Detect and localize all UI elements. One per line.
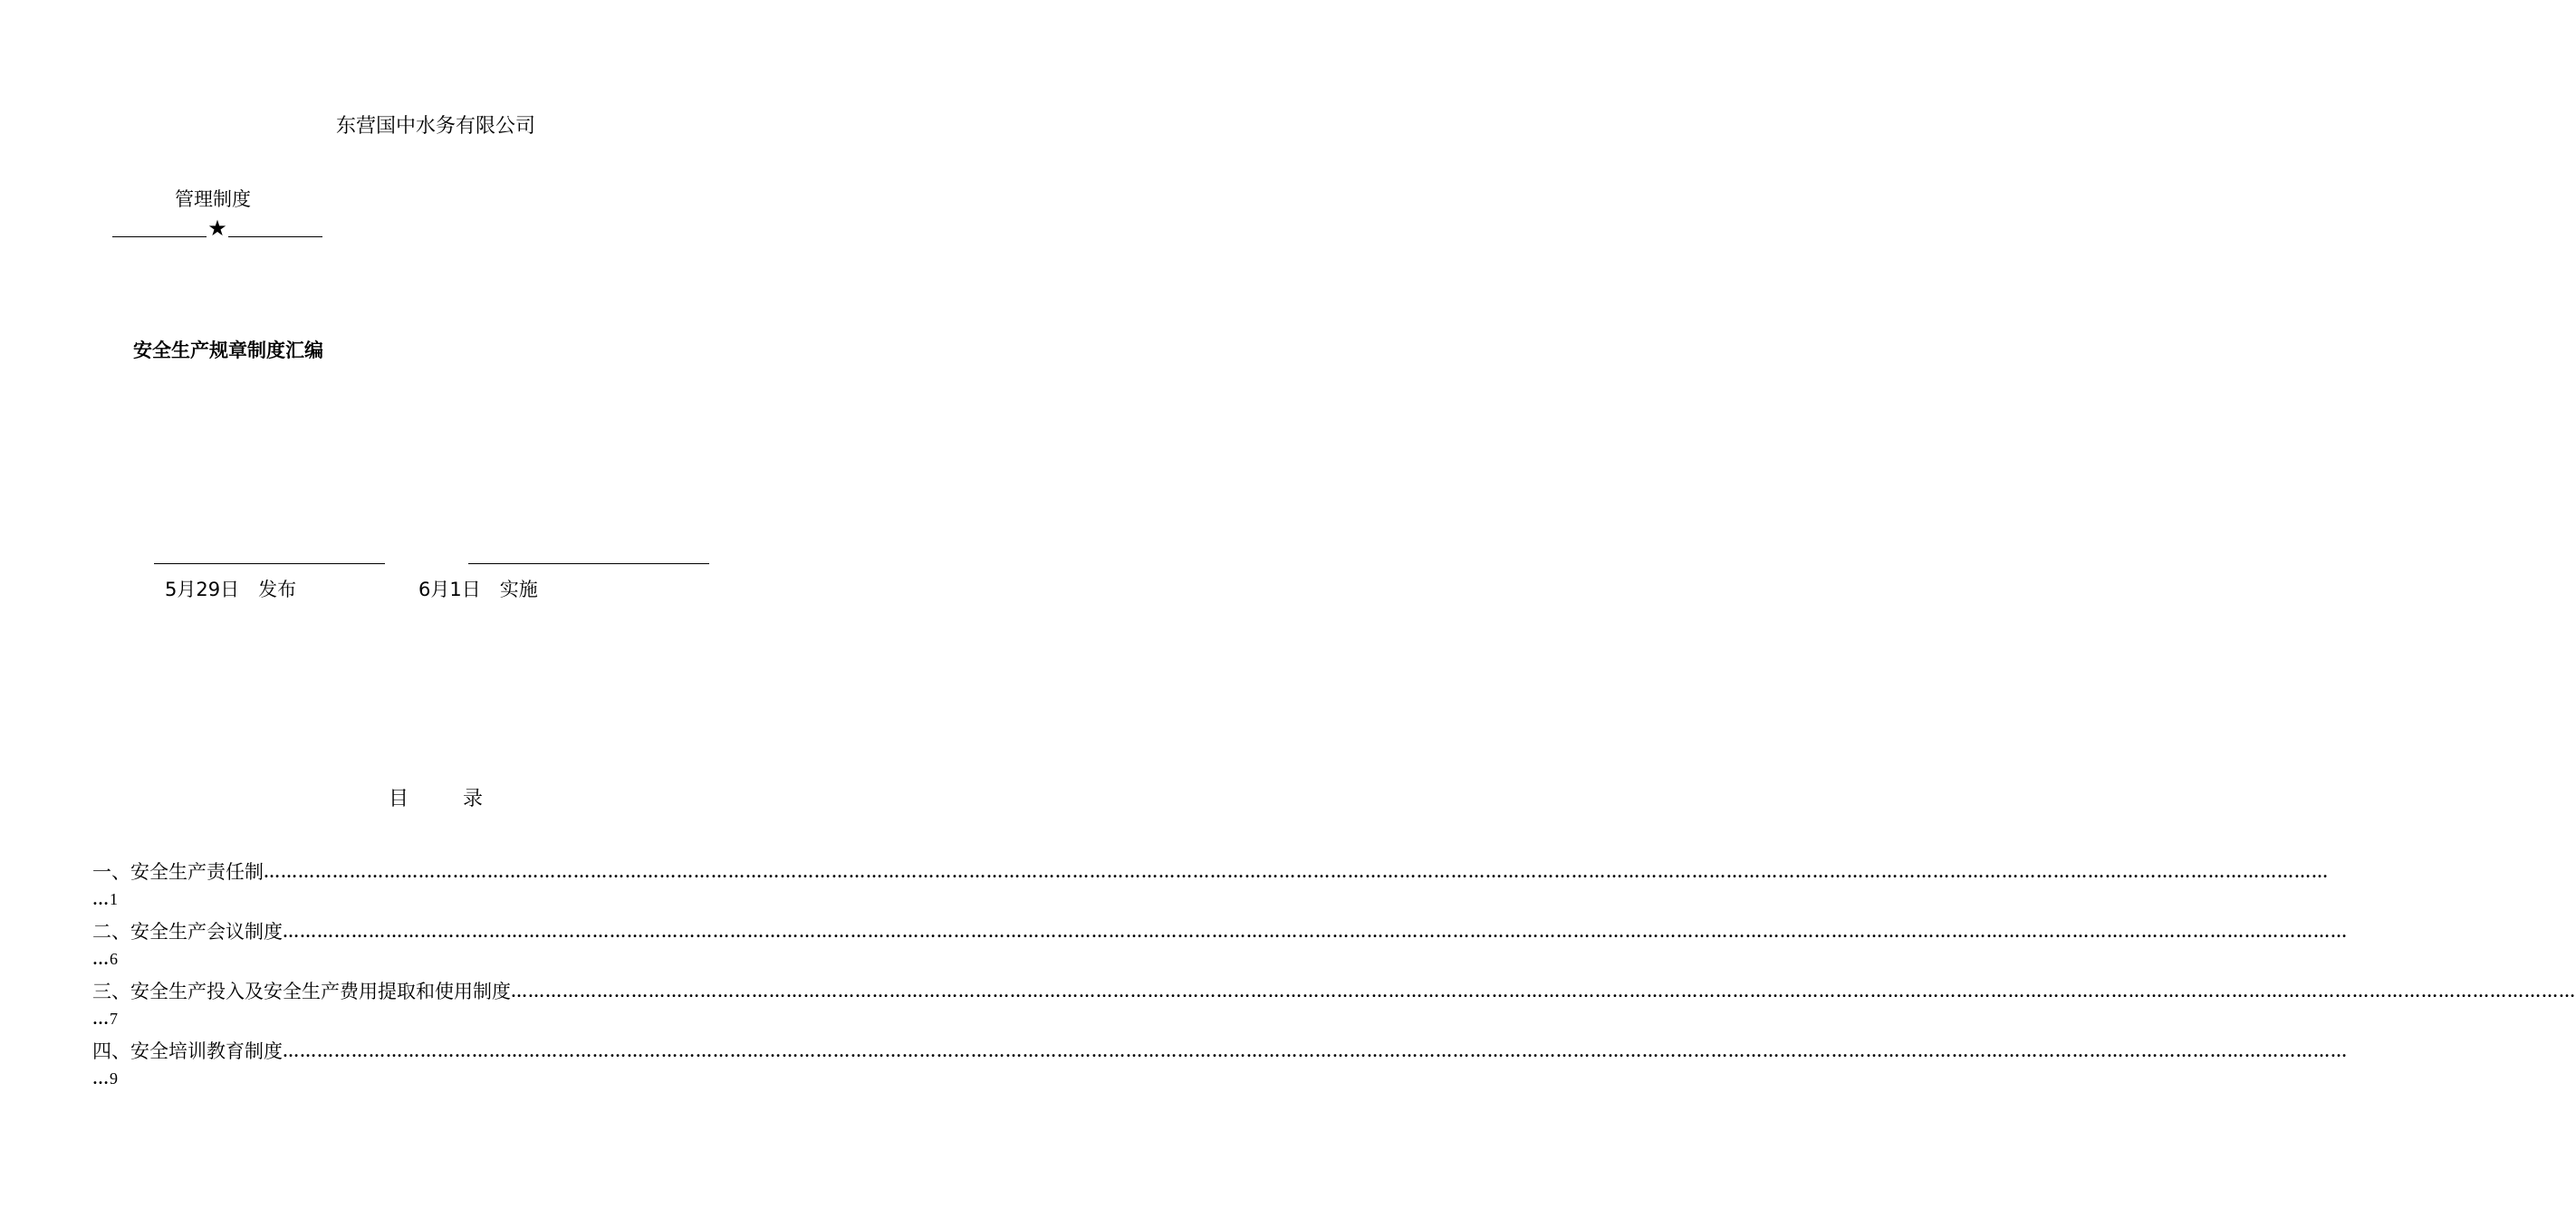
star-icon: ★: [207, 216, 227, 241]
implement-date: 6月1日: [418, 579, 481, 600]
toc-leader-tail: …: [92, 890, 110, 908]
publish-label: 发布: [258, 579, 297, 600]
publish-date-line: [154, 563, 385, 564]
toc-heading-left: 目: [388, 788, 409, 810]
toc-item-label: 一、安全生产责任制: [92, 861, 264, 883]
document-category: 管理制度: [175, 188, 251, 210]
divider-line-left: [112, 236, 207, 237]
toc-leader-dots: ………………………………………………………………………………………………………………………………………………………………………………………………………………………………………………………………………………………………………………………………: [264, 863, 2329, 881]
toc-page-line: [92, 1067, 118, 1090]
toc-page-number: 1: [110, 890, 118, 908]
toc-page-line: [92, 887, 118, 911]
toc-item[interactable]: [92, 974, 2576, 1034]
publish-date: 5月29日: [165, 579, 240, 600]
toc-leader-dots: ………………………………………………………………………………………………………………………………………………………………………………………………………………………………………………………………………………………………………………………………: [511, 982, 2576, 1001]
toc-heading: [0, 783, 871, 811]
divider-line-right: [228, 236, 322, 237]
toc-entry-line: [92, 915, 2348, 945]
toc-item[interactable]: [92, 915, 2348, 974]
publish-date-block: [165, 575, 296, 602]
toc-page-number: 9: [110, 1069, 118, 1088]
toc-entry-line: [92, 1034, 2348, 1065]
toc-item-label: 三、安全生产投入及安全生产费用提取和使用制度: [92, 981, 511, 1002]
toc-entry-line: [92, 855, 2329, 886]
document-title: 安全生产规章制度汇编: [133, 340, 323, 361]
toc-leader-dots: ………………………………………………………………………………………………………………………………………………………………………………………………………………………………………………………………………………………………………………………………: [283, 923, 2348, 941]
toc-page-line: [92, 1007, 118, 1030]
toc-leader-tail: …: [92, 1069, 110, 1088]
implement-date-line: [468, 563, 709, 564]
toc-leader-tail: …: [92, 950, 110, 968]
implement-date-block: [418, 575, 538, 602]
implement-label: 实施: [499, 579, 538, 600]
toc-page-line: [92, 947, 118, 971]
toc-page-number: 6: [110, 950, 118, 968]
toc-page-number: 7: [110, 1010, 118, 1028]
toc-item[interactable]: [92, 1034, 2348, 1094]
toc-leader-tail: …: [92, 1010, 110, 1028]
toc-item-label: 二、安全生产会议制度: [92, 921, 283, 943]
table-of-contents: [92, 855, 2576, 1094]
toc-leader-dots: ………………………………………………………………………………………………………………………………………………………………………………………………………………………………………………………………………………………………………………………………: [283, 1042, 2348, 1060]
company-name: 东营国中水务有限公司: [335, 115, 535, 138]
toc-heading-right: 录: [463, 788, 484, 810]
star-divider: [112, 217, 322, 239]
toc-item-label: 四、安全培训教育制度: [92, 1040, 283, 1062]
toc-entry-line: [92, 974, 2576, 1005]
toc-item[interactable]: [92, 855, 2329, 915]
